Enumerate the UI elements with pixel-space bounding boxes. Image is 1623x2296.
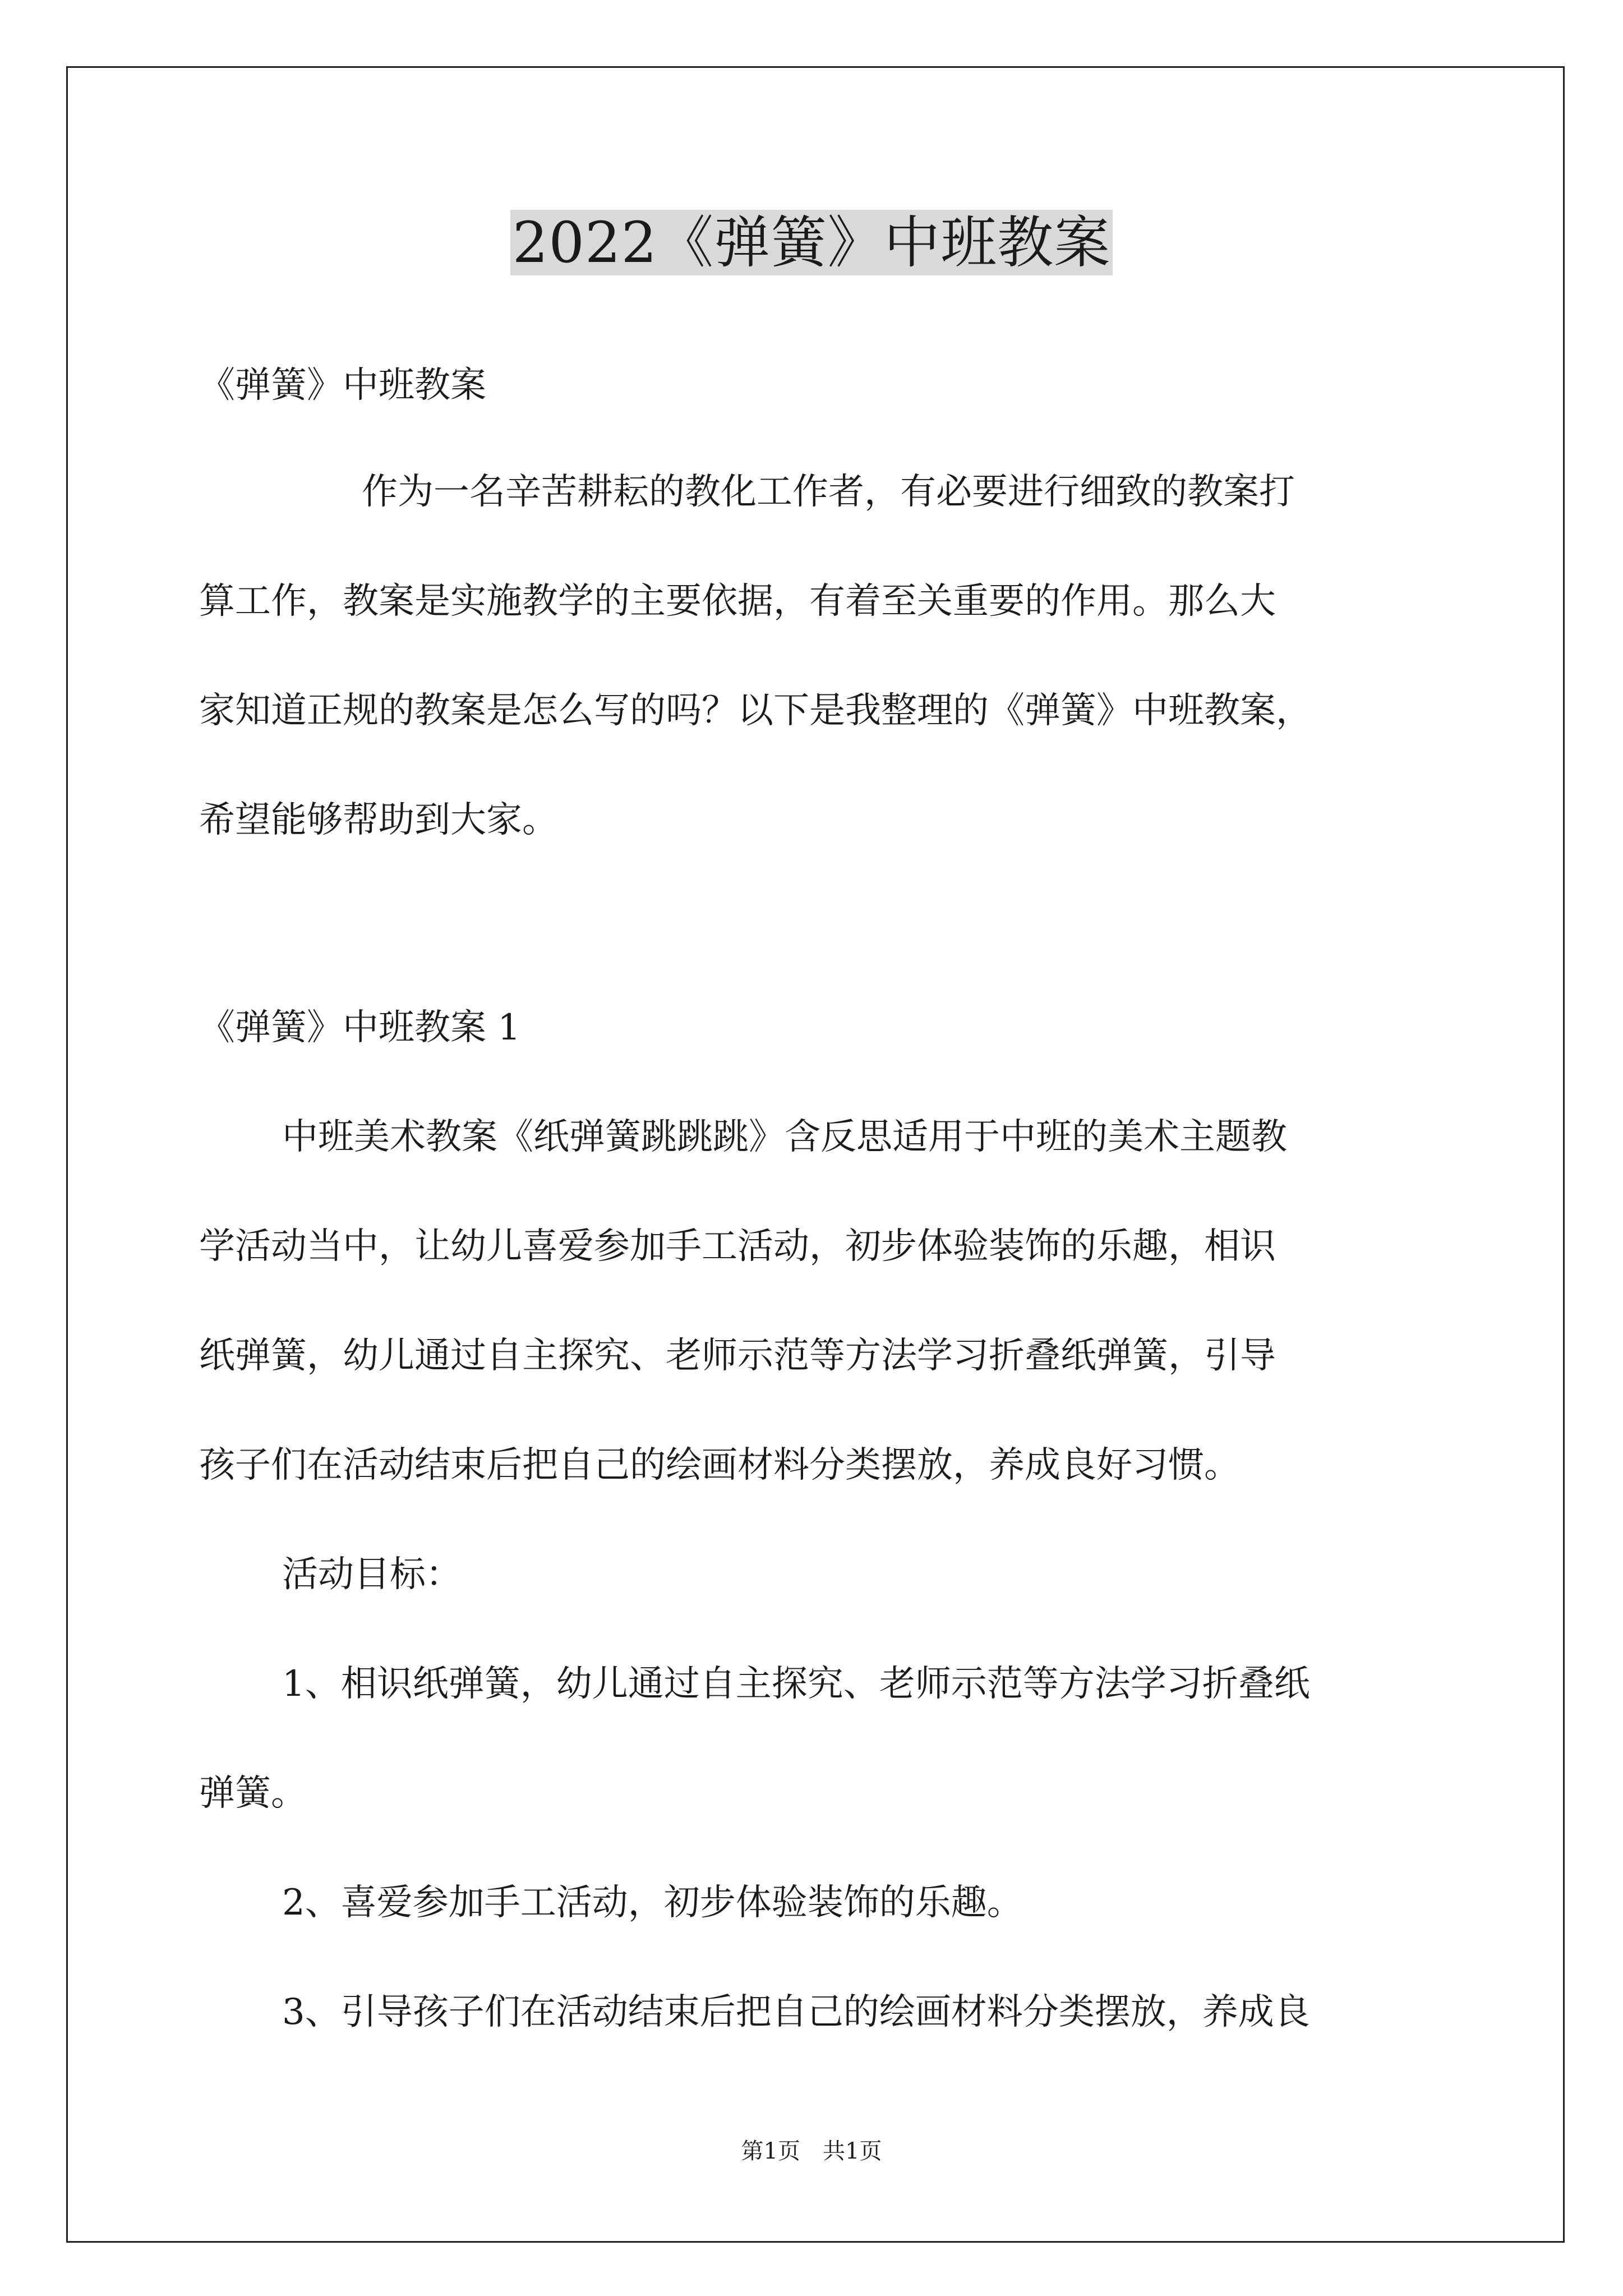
page-footer: 第1页 共1页 — [741, 2138, 882, 2164]
section-line-2: 学活动当中，让幼儿喜爱参加手工活动，初步体验装饰的乐趣，相识 — [199, 1226, 1276, 1267]
document-subtitle: 《弹簧》中班教案 — [199, 365, 486, 406]
section-heading: 《弹簧》中班教案 1 — [199, 1007, 521, 1048]
section-line-3: 纸弹簧，幼儿通过自主探究、老师示范等方法学习折叠纸弹簧，引导 — [199, 1335, 1276, 1377]
goal-line-4: 3、引导孩子们在活动结束后把自己的绘画材料分类摆放，养成良 — [282, 1991, 1310, 2033]
intro-line-1: 作为一名辛苦耕耘的教化工作者，有必要进行细致的教案打 — [362, 471, 1295, 513]
goal-line-2: 弹簧。 — [199, 1773, 307, 1814]
document-title — [0, 204, 1623, 282]
section-line-4: 孩子们在活动结束后把自己的绘画材料分类摆放，养成良好习惯。 — [199, 1444, 1240, 1486]
intro-line-3: 家知道正规的教案是怎么写的吗？以下是我整理的《弹簧》中班教案， — [199, 690, 1312, 731]
goal-line-3: 2、喜爱参加手工活动，初步体验装饰的乐趣。 — [282, 1882, 1023, 1924]
goal-line-1: 1、相识纸弹簧，幼儿通过自主探究、老师示范等方法学习折叠纸 — [282, 1663, 1310, 1705]
intro-line-4: 希望能够帮助到大家。 — [199, 799, 558, 841]
section-line-1: 中班美术教案《纸弹簧跳跳跳》含反思适用于中班的美术主题教 — [282, 1116, 1287, 1158]
document-title-text: 2022《弹簧》中班教案 — [510, 210, 1113, 275]
intro-line-2: 算工作，教案是实施教学的主要依据，有着至关重要的作用。那么大 — [199, 581, 1276, 622]
goals-heading: 活动目标： — [282, 1554, 462, 1595]
